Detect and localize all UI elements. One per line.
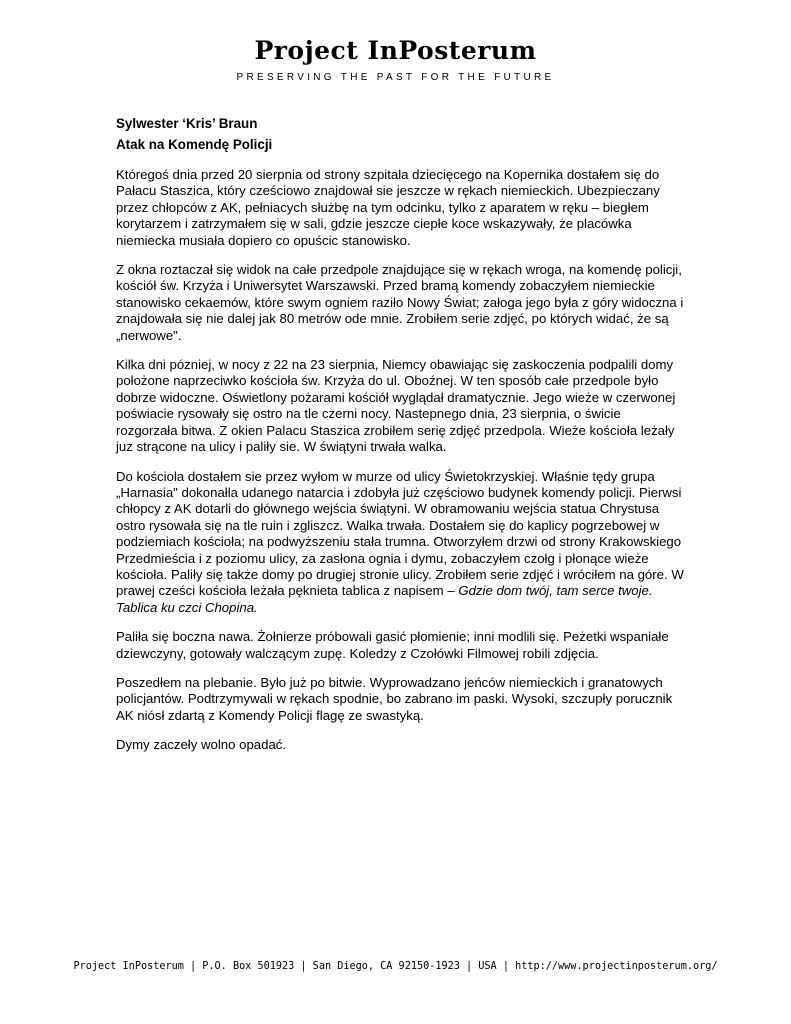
paragraph-6: Poszedłem na plebanie. Było już po bitwie. Wyprowadzano jeńców niemieckich i granatowych policjantów. Podtrzymywali w rękach spodnie, bo zabrano im paski. Wysoki, szczupły porucznik AK niósł zdartą z Komendy Policji flagę ze swastyką. xyxy=(116,674,673,723)
page-header xyxy=(0,36,791,85)
paragraph-7: Dymy zaczeły wolno opadać. xyxy=(116,737,287,753)
paragraph-1: Któregoś dnia przed 20 sierpnia od strony szpitala dziecięcego na Kopernika dostałem się do Pałacu Staszica, który cześciowo znajdował sie jeszcze w rękach niemieckich. Ubezpieczany przez chłopców z AK, pełniacych służbę na tym odcinku, tylko z aparatem w ręku – biegłem korytarzem i zatrzymałem się w sali, gdzie jeszcze ciepłe koce wskazywały, że placówka niemiecka musiała dopiero co opuścic stanowisko. xyxy=(116,167,660,248)
page-footer: Project InPosterum | P.O. Box 501923 | San Diego, CA 92150-1923 | USA | http://www.projectinposterum.org/ xyxy=(73,961,718,972)
document-title: Atak na Komendę Policji xyxy=(116,137,273,152)
paragraph-5: Paliła się boczna nawa. Żołnierze próbowali gasić płomienie; inni modlili się. Peżetki wspaniałe dziewczyny, gotowały walczącym zupę. Koledzy z Czołówki Filmowej robili zdjęcia. xyxy=(116,629,669,661)
document-body xyxy=(116,116,686,754)
paragraph-4-quote: Gdzie dom twój, tam serce twoje. Tablica ku czci Chopina. xyxy=(116,583,653,615)
paragraph-4-text: Do kościola dostałem sie przez wyłom w murze od ulicy Świetokrzyskiej. Właśnie tędy grupa „Harnasia" dokonałla udanego natarcia i zdobyła już częściowo budynek komendy policji. Pierwsi chłopcy z AK dotarli do głównego wejścia świątyni. W obramowaniu wejścia statua Chrystusa ostro rysowała się na tle ruin i zgliszcz. Walka trwała. Dostałem się do kaplicy pogrzebowej w podziemiach kościoła; na podwyższeniu stała trumna. Otworzyłem drzwi od strony Krakowskiego Przedmieścia i z poziomu ulicy, za zasłona ognia i dymu, zobaczyłem czołg i płonące wieże kościoła. Paliły się także domy po drugiej stronie ulicy. Zrobiłem serie zdjęć i wróciłem na góre. W prawej cześci kościoła leżała pęknieta tablica z napisem – xyxy=(116,468,684,599)
paragraph-3: Kilka dni pózniej, w nocy z 22 na 23 sierpnia, Niemcy obawiając się zaskoczenia podpalili domy położone naprzeciwko kościoła św. Krzyża do ul. Oboźnej. W ten sposób całe przedpole było dobrze widoczne. Oświetlony pożarami kościół wyglądał dramatycznie. Jego wieże w czerwonej poświacie rysowały się ostro na tle czerni nocy. Nastepnego dnia, 23 sierpnia, o świcie rozgorzała bitwa. Z okien Palacu Staszica zrobiłem serię zdjęć przedpola. Wieże kościoła leżały juz strącone na ulicy i paliły sie. W świątyni trwała walka. xyxy=(116,357,676,455)
paragraph-2: Z okna roztaczał się widok na całe przedpole znajdujące się w rękach wroga, na komendę policji, kościół św. Krzyża i Uniwersytet Warszawski. Przed bramą komendy zobaczyłem niemieckie stanowisko cekaemów, które swym ogniem raziło Nowy Świat; załoga jego była z góry widoczna i znajdowała się nie dalej jak 80 metrów ode mnie. Zrobiłem serie zdjęć, po których widać, że są „nerwowe". xyxy=(116,262,684,343)
site-tagline: PRESERVING THE PAST FOR THE FUTURE xyxy=(236,72,555,83)
site-logo: Project InPosterum xyxy=(254,36,537,65)
document-author: Sylwester ‘Kris’ Braun xyxy=(116,116,258,131)
paragraph-4 xyxy=(116,469,686,617)
